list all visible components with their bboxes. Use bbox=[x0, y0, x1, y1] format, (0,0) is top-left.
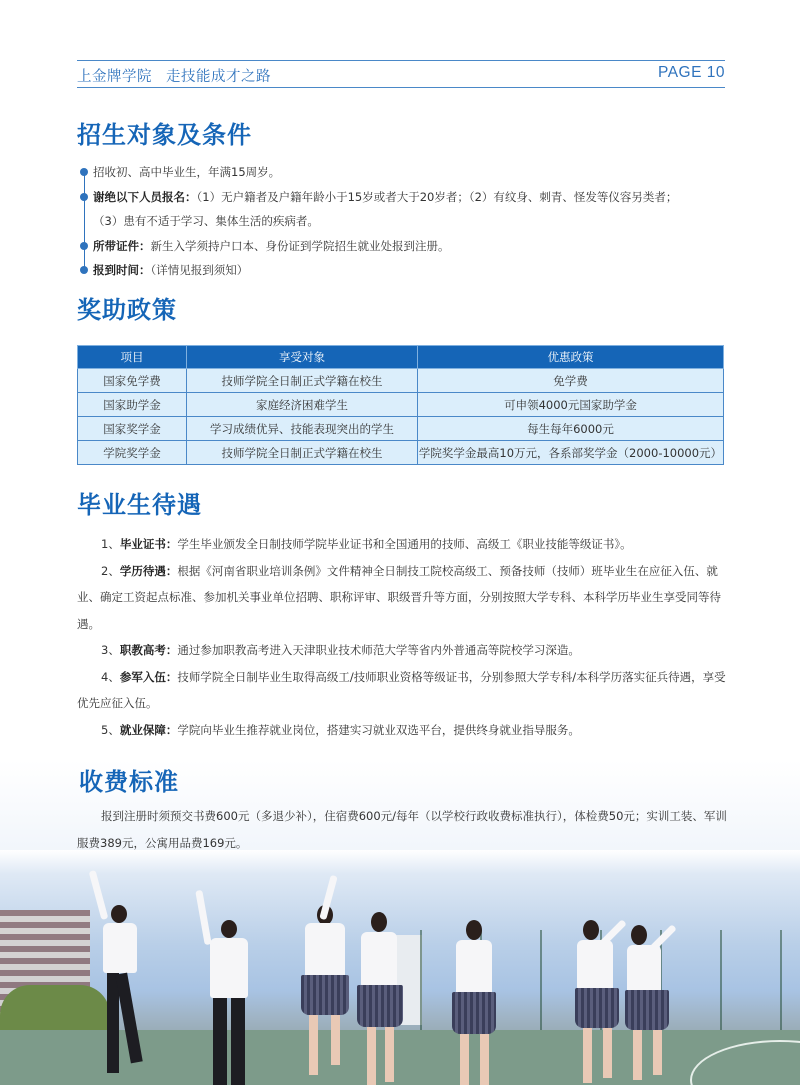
table-row bbox=[78, 369, 724, 393]
table-cell: 国家免学费 bbox=[78, 369, 187, 393]
column-header: 享受对象 bbox=[187, 346, 418, 369]
list-item: 4、参军入伍：技师学院全日制毕业生取得高级工/技师职业资格等级证书，分别参照大学专科/本科学历落实征兵待遇，享受优先应征入伍。 bbox=[77, 669, 726, 710]
section-title-fees: 收费标准 bbox=[79, 768, 179, 796]
slogan: 走技能成才之路 bbox=[166, 69, 271, 85]
students-photo bbox=[0, 850, 800, 1085]
court bbox=[0, 1030, 800, 1085]
bullet-dot-icon bbox=[80, 193, 88, 201]
header-title bbox=[77, 65, 271, 86]
table-header-row bbox=[78, 346, 724, 369]
table-cell: 技师学院全日制正式学籍在校生 bbox=[187, 441, 418, 465]
table-cell: 学院奖学金 bbox=[78, 441, 187, 465]
page-header bbox=[77, 60, 725, 88]
item-label: 参军入伍： bbox=[119, 669, 178, 684]
section-title-graduate: 毕业生待遇 bbox=[77, 491, 202, 519]
bullet-dot-icon bbox=[80, 242, 88, 250]
list-item: 2、学历待遇：根据《河南省职业培训条例》文件精神全日制技工院校高级工、预备技师（技师）班毕业生在应征入伍、就业、确定工资起点标准、参加机关事业单位招聘、职称评审、职级晋升等方面，分别按照大学专科、本科学历毕业生享受同等待遇。 bbox=[77, 563, 721, 631]
graduate-list bbox=[77, 531, 727, 743]
item-label: 学历待遇： bbox=[119, 563, 178, 578]
page-number: PAGE 10 bbox=[658, 64, 725, 81]
list-item: 报到时间：（详情见报到须知） bbox=[78, 258, 738, 283]
table-cell: 国家助学金 bbox=[78, 393, 187, 417]
table-row bbox=[78, 441, 724, 465]
table-cell: 国家奖学金 bbox=[78, 417, 187, 441]
table-cell: 每生每年6000元 bbox=[418, 417, 724, 441]
school-name: 上金牌学院 bbox=[77, 69, 152, 85]
fees-paragraph: 报到注册时须预交书费600元（多退少补），住宿费600元/每年（以学校行政收费标准执行），体检费50元；实训工装、军训服费389元，公寓用品费169元。 bbox=[77, 809, 727, 850]
trees bbox=[0, 985, 110, 1030]
item-label: 所带证件： bbox=[93, 238, 151, 253]
item-label: 报到时间： bbox=[93, 263, 151, 277]
table-cell: 可申领4000元国家助学金 bbox=[418, 393, 724, 417]
table-cell: 免学费 bbox=[418, 369, 724, 393]
bullet-dot-icon bbox=[80, 168, 88, 176]
policy-table bbox=[77, 345, 724, 465]
item-label: 职教高考： bbox=[119, 643, 178, 657]
list-item: 所带证件：新生入学须持户口本、身份证到学院招生就业处报到注册。 bbox=[78, 234, 738, 259]
table-cell: 学习成绩优异、技能表现突出的学生 bbox=[187, 417, 418, 441]
column-header: 优惠政策 bbox=[418, 346, 724, 369]
list-item: 招收初、高中毕业生，年满15周岁。 bbox=[78, 160, 738, 185]
section-title-policy: 奖助政策 bbox=[77, 296, 177, 324]
list-item: 1、毕业证书：学生毕业颁发全日制技师学院毕业证书和全国通用的技师、高级工《职业技能等级证书》。 bbox=[101, 537, 632, 551]
section-title-admission: 招生对象及条件 bbox=[77, 121, 252, 149]
table-cell: 学院奖学金最高10万元，各系部奖学金（2000-10000元） bbox=[418, 441, 724, 465]
table-cell: 家庭经济困难学生 bbox=[187, 393, 418, 417]
table-row bbox=[78, 417, 724, 441]
admission-list bbox=[78, 160, 738, 283]
item-label: 就业保障： bbox=[119, 722, 178, 737]
list-item: 5、就业保障：学院向毕业生推荐就业岗位，搭建实习就业双选平台，提供终身就业指导服务。 bbox=[101, 722, 580, 737]
bullet-dot-icon bbox=[80, 266, 88, 274]
column-header: 项目 bbox=[78, 346, 187, 369]
table-row bbox=[78, 393, 724, 417]
item-label: 谢绝以下人员报名： bbox=[93, 189, 197, 204]
item-label: 毕业证书： bbox=[119, 537, 178, 551]
table-cell: 技师学院全日制正式学籍在校生 bbox=[187, 369, 418, 393]
list-item: 3、职教高考：通过参加职教高考进入天津职业技术师范大学等省内外普通高等院校学习深造。 bbox=[101, 643, 580, 657]
list-item: 谢绝以下人员报名：（1）无户籍者及户籍年龄小于15岁或者大于20岁者；（2）有纹身、刺青、怪发等仪容另类者； （3）患有不适于学习、集体生活的疾病者。 bbox=[78, 185, 738, 234]
